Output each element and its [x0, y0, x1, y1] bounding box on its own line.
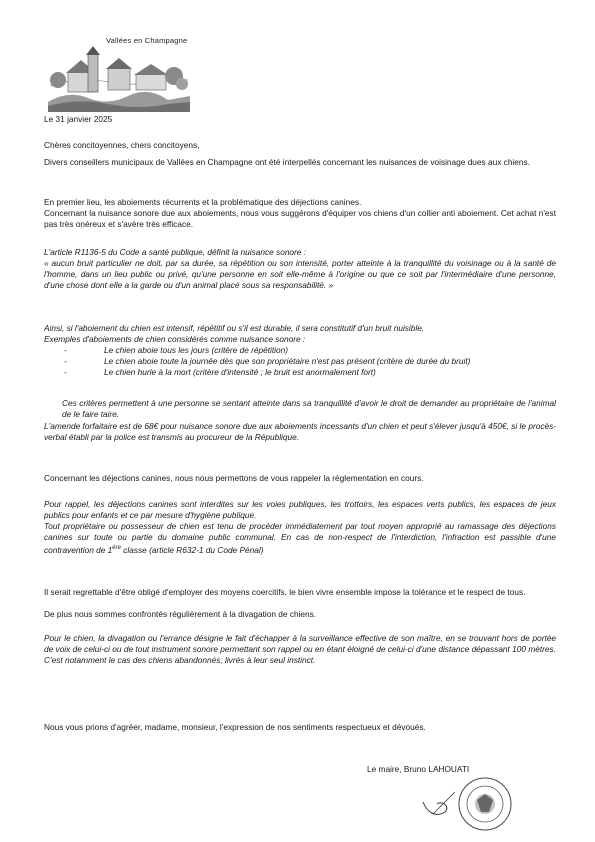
criteria-text: Le chien aboie tous les jours (critère de répétition): [104, 345, 289, 355]
criteria-text: Le chien aboie toute la journée dès que son propriétaire n'est pas présent (critère de durée du bruit): [104, 355, 471, 366]
official-stamp: [415, 772, 525, 832]
criteria-note: Ces critères permettent à une personne se sentant atteinte dans sa tranquillité d'avoir le droit de demander au propriétaire de l'animal de le faire taire.: [62, 398, 556, 419]
criteria-list-wrapper: [44, 345, 556, 377]
criteria-list: [44, 345, 556, 377]
fine-paragraph: L'amende forfaitaire est de 68€ pour nuisance sonore due aux aboiements incessants d'un chien et peut s'élever jusqu'à 450€, si le procès-verbal établi par la police est transmis au procureur de la République.: [44, 421, 556, 442]
bullet-dash: -: [64, 366, 67, 377]
criteria-item: [44, 345, 556, 356]
barking-line-2: Concernant la nuisance sonore due aux aboiements, nous vous suggérons d'équiper vos chiens d'un collier anti aboiement. Cet achat n'est pas très onéreux et s'avère très efficace.: [44, 208, 556, 229]
bullet-dash: -: [64, 355, 67, 366]
wandering-paragraph: De plus nous sommes confrontés régulièrement à la divagation de chiens.: [44, 609, 317, 619]
intensity-paragraph: Ainsi, si l'aboiement du chien est intensif, répétitif ou s'il est durable, il sera constitutif d'un bruit nuisible.: [44, 323, 425, 333]
intro-paragraph: Divers conseillers municipaux de Vallées en Champagne ont été interpellés concernant les nuisances de voisinage dues aux chiens.: [44, 157, 530, 167]
owner-obligation-text: Tout propriétaire ou possesseur de chien est tenu de procéder immédiatement par tout moyen approprié au ramassage des déjections canines sur toute ou partie du domaine public communal. En cas de non-respect de l'interdiction, l'infraction est passible d'une contravention de 1: [44, 521, 556, 555]
mayor-signature-line: Le maire, Bruno LAHOUATI: [367, 764, 470, 774]
examples-title: Exemples d'aboiements de chien considérés comme nuisance sonore :: [44, 334, 306, 344]
salutation: Chères concitoyennes, chers concitoyens,: [44, 140, 200, 150]
barking-line-1: En premier lieu, les aboiements récurrents et la problématique des déjections canines.: [44, 197, 362, 207]
village-illustration: [48, 46, 190, 112]
bullet-dash: -: [64, 345, 67, 355]
article-quote: « aucun bruit particulier ne doit, par sa durée, sa répétition ou son intensité, porter atteinte à la tranquillité du voisinage ou à la santé de l'homme, dans un lieu public ou privé, qu'une personne en soit elle-même à l'origine ou que ce soit par l'intermédiaire d'une personne, d'une chose dont elle a la garde ou d'un animal placé sous sa responsabilité. »: [44, 258, 556, 290]
logo-title: Vallées en Champagne: [106, 36, 188, 45]
class-superscript: ère: [112, 544, 121, 551]
reminder-paragraph: Pour rappel, les déjections canines sont interdites sur les voies publiques, les trottoirs, les espaces verts publics, les espaces de jeux publics pour enfants et ce par mesure d'hygiène publique.: [44, 499, 556, 520]
wandering-definition: Pour le chien, la divagation ou l'errance désigne le fait d'échapper à la surveillance effective de son maître, en se trouvant hors de portée de voix de celui-ci ou de tout instrument sonore permettant son rappel ou en étant éloigné de celui-ci d'une distance dépassant 100 mètres. C'est notamment le cas des chiens abandonnés, livrés à leur seul instinct.: [44, 633, 556, 665]
owner-obligation-article: classe (article R632-1 du Code Pénal): [120, 544, 264, 555]
closing-formula: Nous vous prions d'agréer, madame, monsieur, l'expression de nos sentiments respectueux et dévoués.: [44, 722, 426, 732]
owner-obligation-paragraph: [44, 521, 556, 555]
criteria-text: Le chien hurle à la mort (critère d'intensité ; le bruit est anormalement fort): [104, 366, 376, 377]
criteria-item: [44, 367, 556, 378]
criteria-item: [44, 356, 556, 367]
droppings-intro: Concernant les déjections canines, nous nous permettons de vous rappeler la réglementation en cours.: [44, 473, 424, 483]
municipal-logo: [48, 36, 190, 112]
article-title: L'article R1136-5 du Code a santé publique, définit la nuisance sonore :: [44, 247, 307, 257]
coercion-paragraph: Il serait regrettable d'être obligé d'employer des moyens coercitifs, le bien vivre ensemble impose la tolérance et le respect de tous.: [44, 587, 526, 597]
letter-date: Le 31 janvier 2025: [44, 114, 113, 124]
